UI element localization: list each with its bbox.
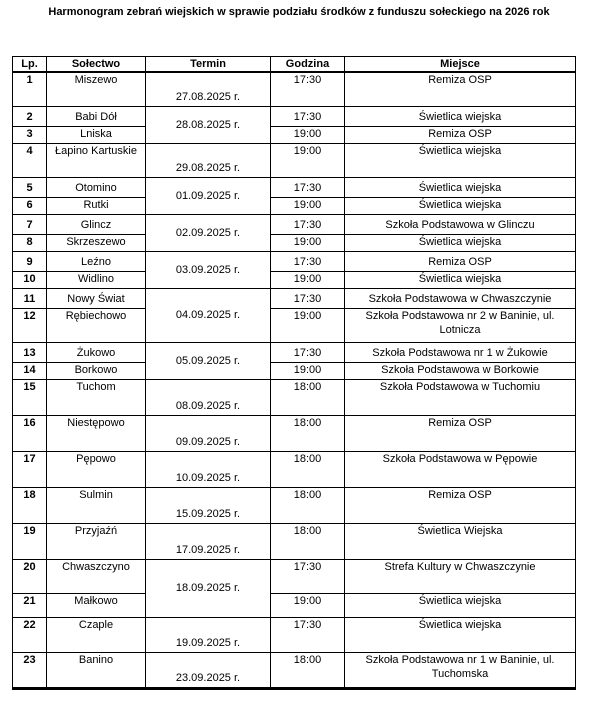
header-termin: Termin (146, 57, 271, 73)
row-termin: 18.09.2025 r. (146, 559, 271, 617)
row-miejsce: Świetlica wiejska (345, 197, 576, 214)
table-row (13, 72, 576, 106)
row-lp: 17 (13, 451, 47, 487)
row-solectwo: Tuchom (47, 379, 146, 415)
table-row (13, 177, 576, 197)
row-solectwo: Leźno (47, 251, 146, 271)
row-miejsce: Świetlica wiejska (345, 106, 576, 126)
row-godzina: 19:00 (271, 197, 345, 214)
row-termin: 29.08.2025 r. (146, 143, 271, 177)
row-lp: 2 (13, 106, 47, 126)
row-solectwo: Czaple (47, 617, 146, 652)
row-miejsce: Remiza OSP (345, 415, 576, 451)
header-miejsce: Miejsce (345, 57, 576, 73)
table-row (13, 288, 576, 308)
row-termin: 09.09.2025 r. (146, 415, 271, 451)
row-solectwo: Babi Dół (47, 106, 146, 126)
row-miejsce: Remiza OSP (345, 487, 576, 523)
row-termin: 02.09.2025 r. (146, 214, 271, 251)
row-miejsce: Świetlica wiejska (345, 234, 576, 251)
row-lp: 1 (13, 72, 47, 106)
row-lp: 21 (13, 593, 47, 617)
row-termin: 15.09.2025 r. (146, 487, 271, 523)
row-lp: 3 (13, 126, 47, 143)
table-row (13, 523, 576, 559)
table-row (13, 362, 576, 379)
row-solectwo: Łapino Kartuskie (47, 143, 146, 177)
row-lp: 11 (13, 288, 47, 308)
table-row (13, 379, 576, 415)
row-godzina: 19:00 (271, 234, 345, 251)
row-solectwo: Rutki (47, 197, 146, 214)
row-solectwo: Lniska (47, 126, 146, 143)
row-miejsce: Świetlica wiejska (345, 617, 576, 652)
table-row (13, 415, 576, 451)
row-lp: 12 (13, 308, 47, 342)
row-solectwo: Skrzeszewo (47, 234, 146, 251)
row-godzina: 18:00 (271, 451, 345, 487)
row-solectwo: Glincz (47, 214, 146, 234)
row-miejsce: Szkoła Podstawowa nr 1 w Baninie, ul. Tuchomska (345, 652, 576, 688)
row-solectwo: Banino (47, 652, 146, 688)
row-godzina: 19:00 (271, 362, 345, 379)
row-solectwo: Małkowo (47, 593, 146, 617)
row-termin: 08.09.2025 r. (146, 379, 271, 415)
row-miejsce: Świetlica wiejska (345, 177, 576, 197)
row-termin: 27.08.2025 r. (146, 72, 271, 106)
document-title: Harmonogram zebrań wiejskich w sprawie podziału środków z funduszu sołeckiego na 2026 rok (48, 6, 550, 18)
row-solectwo: Chwaszczyno (47, 559, 146, 593)
row-godzina: 18:00 (271, 487, 345, 523)
row-termin: 19.09.2025 r. (146, 617, 271, 652)
row-miejsce: Remiza OSP (345, 251, 576, 271)
row-lp: 13 (13, 342, 47, 362)
row-miejsce: Remiza OSP (345, 126, 576, 143)
header-lp: Lp. (13, 57, 47, 73)
row-termin: 04.09.2025 r. (146, 288, 271, 342)
row-godzina: 17:30 (271, 72, 345, 106)
row-lp: 16 (13, 415, 47, 451)
table-row (13, 197, 576, 214)
row-lp: 8 (13, 234, 47, 251)
table-row (13, 617, 576, 652)
row-godzina: 19:00 (271, 143, 345, 177)
table-row (13, 214, 576, 234)
row-godzina: 18:00 (271, 523, 345, 559)
row-miejsce: Szkoła Podstawowa w Pępowie (345, 451, 576, 487)
row-lp: 10 (13, 271, 47, 288)
row-miejsce: Świetlica Wiejska (345, 523, 576, 559)
table-row (13, 308, 576, 342)
row-lp: 22 (13, 617, 47, 652)
row-godzina: 19:00 (271, 593, 345, 617)
row-godzina: 17:30 (271, 342, 345, 362)
row-godzina: 19:00 (271, 308, 345, 342)
row-godzina: 17:30 (271, 617, 345, 652)
table-row (13, 342, 576, 362)
row-solectwo: Pępowo (47, 451, 146, 487)
row-godzina: 17:30 (271, 251, 345, 271)
row-solectwo: Sulmin (47, 487, 146, 523)
row-miejsce: Szkoła Podstawowa w Chwaszczynie (345, 288, 576, 308)
table-row (13, 559, 576, 593)
row-miejsce: Szkoła Podstawowa w Tuchomiu (345, 379, 576, 415)
table-row (13, 126, 576, 143)
row-godzina: 18:00 (271, 379, 345, 415)
row-lp: 6 (13, 197, 47, 214)
row-lp: 14 (13, 362, 47, 379)
schedule-table (12, 56, 576, 690)
row-godzina: 17:30 (271, 214, 345, 234)
row-solectwo: Rębiechowo (47, 308, 146, 342)
row-miejsce: Szkoła Podstawowa w Borkowie (345, 362, 576, 379)
row-godzina: 19:00 (271, 271, 345, 288)
row-lp: 7 (13, 214, 47, 234)
row-lp: 19 (13, 523, 47, 559)
row-lp: 20 (13, 559, 47, 593)
row-solectwo: Przyjaźń (47, 523, 146, 559)
header-godzina: Godzina (271, 57, 345, 73)
row-miejsce: Strefa Kultury w Chwaszczynie (345, 559, 576, 593)
row-termin: 23.09.2025 r. (146, 652, 271, 688)
table-row (13, 143, 576, 177)
row-miejsce: Szkoła Podstawowa nr 1 w Żukowie (345, 342, 576, 362)
table-row (13, 106, 576, 126)
row-godzina: 17:30 (271, 106, 345, 126)
row-solectwo: Otomino (47, 177, 146, 197)
row-miejsce: Świetlica wiejska (345, 143, 576, 177)
row-termin: 05.09.2025 r. (146, 342, 271, 379)
row-godzina: 19:00 (271, 126, 345, 143)
row-solectwo: Nowy Świat (47, 288, 146, 308)
table-row (13, 234, 576, 251)
row-termin: 01.09.2025 r. (146, 177, 271, 214)
row-miejsce: Szkoła Podstawowa nr 2 w Baninie, ul. Lotnicza (345, 308, 576, 342)
row-godzina: 17:30 (271, 288, 345, 308)
row-solectwo: Miszewo (47, 72, 146, 106)
row-lp: 9 (13, 251, 47, 271)
row-termin: 17.09.2025 r. (146, 523, 271, 559)
row-godzina: 17:30 (271, 177, 345, 197)
row-termin: 28.08.2025 r. (146, 106, 271, 143)
row-lp: 23 (13, 652, 47, 688)
table-header-row (13, 57, 576, 73)
row-miejsce: Remiza OSP (345, 72, 576, 106)
row-godzina: 17:30 (271, 559, 345, 593)
row-solectwo: Niestępowo (47, 415, 146, 451)
row-lp: 15 (13, 379, 47, 415)
table-row (13, 487, 576, 523)
row-godzina: 18:00 (271, 652, 345, 688)
row-solectwo: Borkowo (47, 362, 146, 379)
header-solectwo: Sołectwo (47, 57, 146, 73)
table-row (13, 271, 576, 288)
row-termin: 10.09.2025 r. (146, 451, 271, 487)
row-lp: 4 (13, 143, 47, 177)
row-miejsce: Świetlica wiejska (345, 271, 576, 288)
table-row (13, 251, 576, 271)
row-godzina: 18:00 (271, 415, 345, 451)
row-solectwo: Widlino (47, 271, 146, 288)
row-miejsce: Szkoła Podstawowa w Glinczu (345, 214, 576, 234)
row-solectwo: Żukowo (47, 342, 146, 362)
table-row (13, 593, 576, 617)
table-row (13, 652, 576, 688)
table-row (13, 451, 576, 487)
row-lp: 18 (13, 487, 47, 523)
row-termin: 03.09.2025 r. (146, 251, 271, 288)
row-miejsce: Świetlica wiejska (345, 593, 576, 617)
row-lp: 5 (13, 177, 47, 197)
